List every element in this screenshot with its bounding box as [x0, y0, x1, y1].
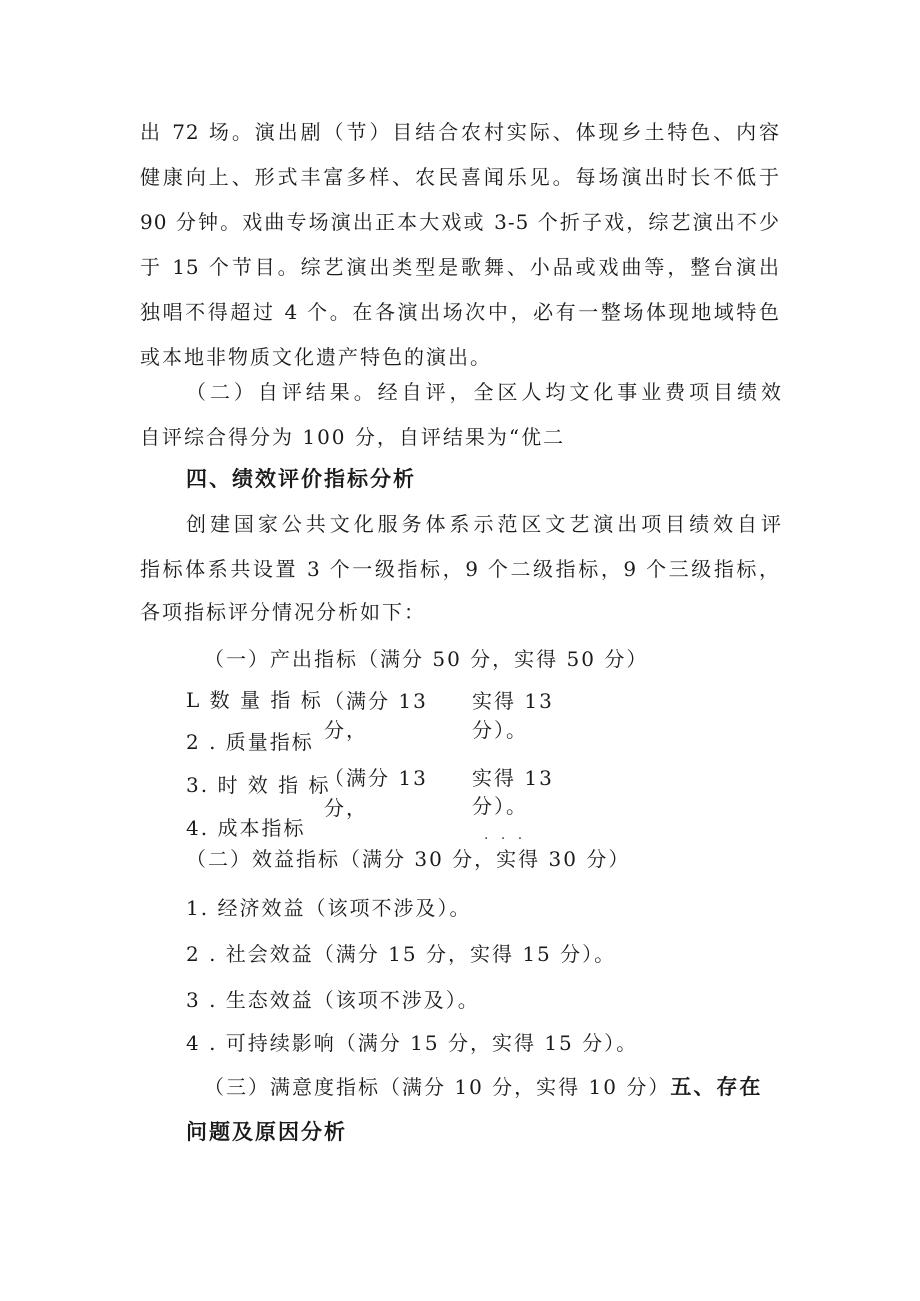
output-item: L 数 量 指 标: [186, 688, 323, 712]
score-cell: （满分 13: [324, 689, 428, 713]
output-item: 4. 成本指标: [186, 816, 306, 840]
paragraph-line: 自评综合得分为 100 分，自评结果为“优二: [140, 425, 566, 449]
intro-line: 创建国家公共文化服务体系示范区文艺演出项目绩效自评: [186, 512, 782, 536]
benefit-item: 2 . 社会效益（满分 15 分，实得 15 分）。: [186, 942, 617, 966]
score-cell: 分）。: [472, 794, 528, 818]
paragraph-line: （二）自评结果。经自评，全区人均文化事业费项目绩效: [186, 380, 782, 404]
score-cell: 分）。: [472, 718, 528, 742]
next-section-heading-cont: 问题及原因分析: [186, 1120, 347, 1144]
paragraph-line: 于 15 个节目。综艺演出类型是歌舞、小品或戏曲等，整台演出: [140, 255, 780, 279]
satisfaction-text: （三）满意度指标（满分 10 分，实得 10 分）: [204, 1075, 671, 1099]
score-cell: 实得 13: [472, 689, 554, 713]
benefit-item: 4 . 可持续影响（满分 15 分，实得 15 分）。: [186, 1031, 639, 1055]
score-cell: （满分 13: [324, 766, 428, 790]
paragraph-line: 90 分钟。戏曲专场演出正本大戏或 3-5 个折子戏，综艺演出不少: [140, 210, 780, 234]
output-item: 3. 时 效 指 标: [186, 773, 331, 797]
intro-line: 指标体系共设置 3 个一级指标，9 个二级指标，9 个三级指标，: [140, 557, 780, 581]
benefit-item: 3 . 生态效益（该项不涉及）。: [186, 988, 480, 1012]
paragraph-line: 健康向上、形式丰富多样、农民喜闻乐见。每场演出时长不低于: [140, 165, 780, 189]
next-section-heading: 五、存在: [670, 1075, 763, 1099]
section-heading: 四、绩效评价指标分析: [186, 467, 416, 491]
paragraph-line: 出 72 场。演出剧（节）目结合农村实际、体现乡土特色、内容: [140, 120, 780, 144]
output-item: 2 . 质量指标: [186, 730, 314, 754]
score-cell: 分，: [324, 718, 368, 742]
scan-artifact: · · ·: [484, 831, 527, 847]
score-cell: 分，: [324, 796, 368, 820]
intro-line: 各项指标评分情况分析如下：: [140, 600, 426, 624]
benefit-item: 1. 经济效益（该项不涉及）。: [186, 896, 472, 920]
score-cell: 实得 13: [472, 766, 554, 790]
subsection-heading: （一）产出指标（满分 50 分，实得 50 分）: [204, 647, 649, 671]
subsection-heading: （二）效益指标（满分 30 分，实得 30 分）: [186, 847, 631, 871]
paragraph-line: 独唱不得超过 4 个。在各演出场次中，必有一整场体现地域特色: [140, 300, 780, 324]
satisfaction-line: [204, 1075, 762, 1099]
paragraph-line: 或本地非物质文化遗产特色的演出。: [140, 345, 492, 369]
